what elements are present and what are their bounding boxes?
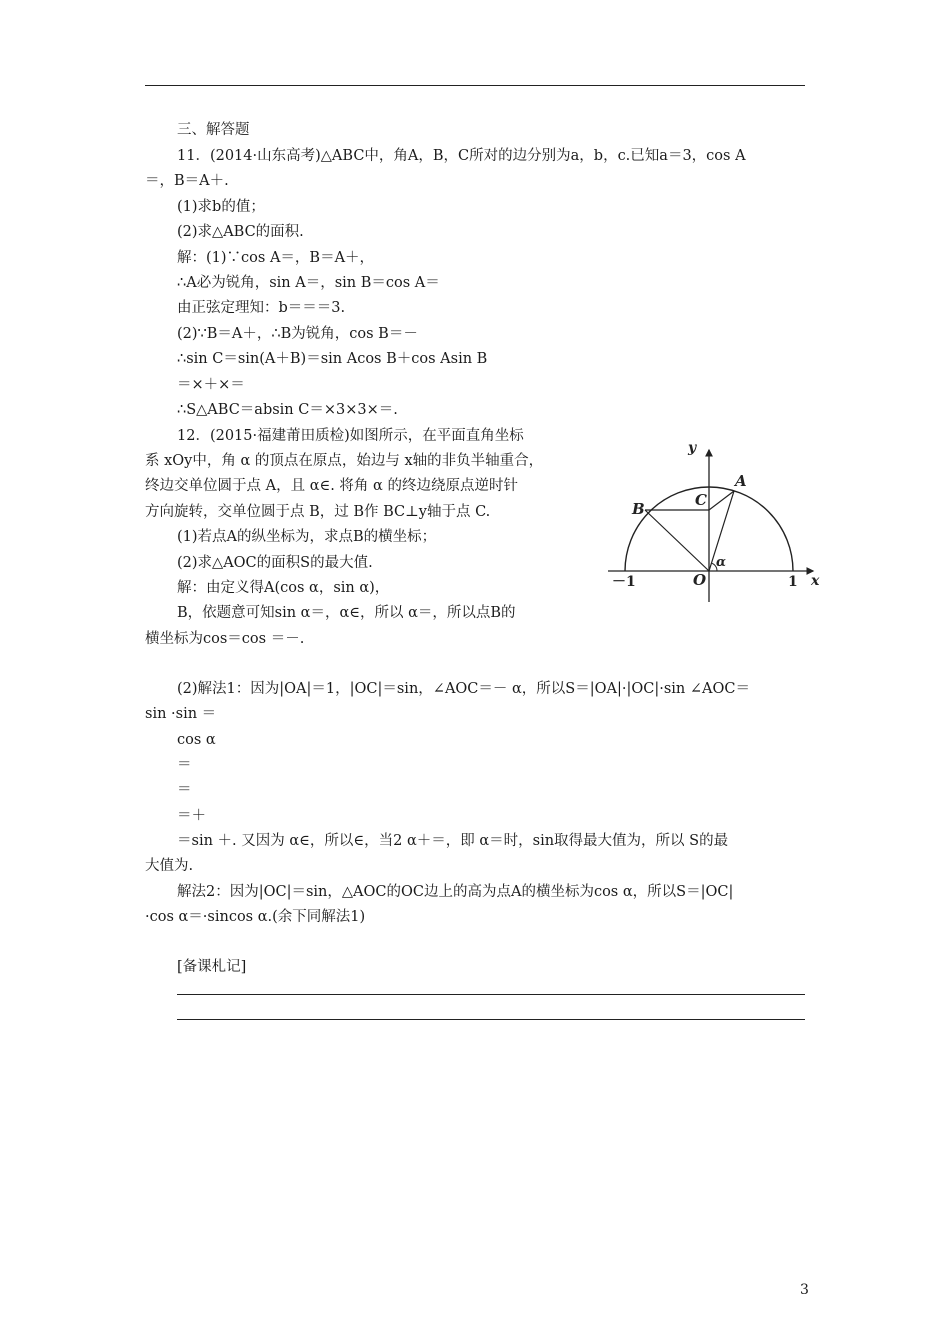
solution-line: ＝sin ＋. 又因为 α∈，所以∈，当2 α＋＝，即 α＝时，sin取得最大值为，所以 S的最 — [177, 833, 729, 849]
label-alpha: α — [716, 555, 727, 570]
problem-12-q2: (2)求△AOC的面积S的最大值. — [177, 555, 373, 571]
problem-12-stem-cont: 方向旋转，交单位圆于点 B，过 B作 BC⊥y轴于点 C. — [145, 504, 491, 520]
solution-line: ＝ — [177, 782, 192, 798]
solution-line: ∴S△ABC＝absin C＝×3×3×＝. — [177, 402, 398, 418]
solution-line: 大值为. — [145, 858, 194, 874]
label-O: O — [693, 571, 707, 589]
label-C: C — [695, 491, 707, 509]
solution-line: cos α — [177, 732, 216, 748]
problem-11-q2: (2)求△ABC的面积. — [177, 224, 304, 240]
label-x: x — [811, 573, 820, 589]
label-y: y — [688, 440, 697, 456]
label-A: A — [735, 472, 747, 490]
label-neg-one: －1 — [612, 574, 636, 590]
solution-line: 解法2：因为|OC|＝sin，△AOC的OC边上的高为点A的横坐标为cos α，所以S＝|OC| — [177, 884, 734, 900]
solution-line: ∴A必为锐角，sin A＝，sin B＝cos A＝ — [177, 275, 440, 291]
solution-line: ∴sin C＝sin(A＋B)＝sin Acos B＋cos Asin B — [177, 351, 488, 367]
problem-12-q1: (1)若点A的纵坐标为，求点B的横坐标； — [177, 529, 437, 545]
solution-line: (2)解法1：因为|OA|＝1，|OC|＝sin，∠AOC＝－ α，所以S＝|OA|·|OC|·sin ∠AOC＝ — [177, 681, 750, 697]
unit-circle-figure — [600, 434, 830, 604]
solution-line: sin ·sin ＝ — [145, 706, 217, 722]
solution-line: 解：(1)∵cos A＝，B＝A＋， — [177, 250, 375, 266]
label-B: B — [632, 500, 645, 518]
solution-line: (2)∵B＝A＋，∴B为锐角，cos B＝－ — [177, 326, 418, 342]
notes-rule-2 — [177, 1019, 805, 1020]
section-heading: 三、解答题 — [177, 122, 250, 138]
problem-11-stem-cont: ＝，B＝A＋. — [145, 173, 229, 189]
segment-OB — [645, 510, 709, 571]
problem-12-stem: 12．(2015·福建莆田质检)如图所示，在平面直角坐标 — [177, 428, 524, 444]
header-rule — [145, 85, 805, 86]
segment-AC — [709, 491, 734, 510]
label-one: 1 — [788, 574, 798, 590]
solution-line: ·cos α＝·sincos α.(余下同解法1) — [145, 909, 366, 925]
problem-12-stem-cont: 系 xOy中，角 α 的顶点在原点，始边与 x轴的非负半轴重合， — [145, 453, 544, 469]
lesson-notes-label: [备课札记] — [177, 959, 247, 975]
problem-11-q1: (1)求b的值； — [177, 199, 265, 215]
problem-12-stem-cont: 终边交单位圆于点 A，且 α∈. 将角 α 的终边绕原点逆时针 — [145, 478, 518, 494]
solution-line: ＝＋ — [177, 808, 206, 824]
solution-line: 解：由定义得A(cos α，sin α)， — [177, 580, 390, 596]
solution-line: B，依题意可知sin α＝，α∈，所以 α＝，所以点B的 — [177, 605, 516, 621]
page-number: 3 — [800, 1282, 809, 1298]
problem-11-stem: 11．(2014·山东高考)△ABC中，角A，B，C所对的边分别为a，b，c.已知a＝3，cos A — [177, 148, 746, 164]
solution-line: ＝ — [177, 757, 192, 773]
solution-line: 由正弦定理知：b＝＝＝3. — [177, 300, 346, 316]
solution-line: ＝×＋×＝ — [177, 377, 245, 393]
solution-line: 横坐标为cos＝cos ＝－. — [145, 631, 305, 647]
notes-rule-1 — [177, 994, 805, 995]
